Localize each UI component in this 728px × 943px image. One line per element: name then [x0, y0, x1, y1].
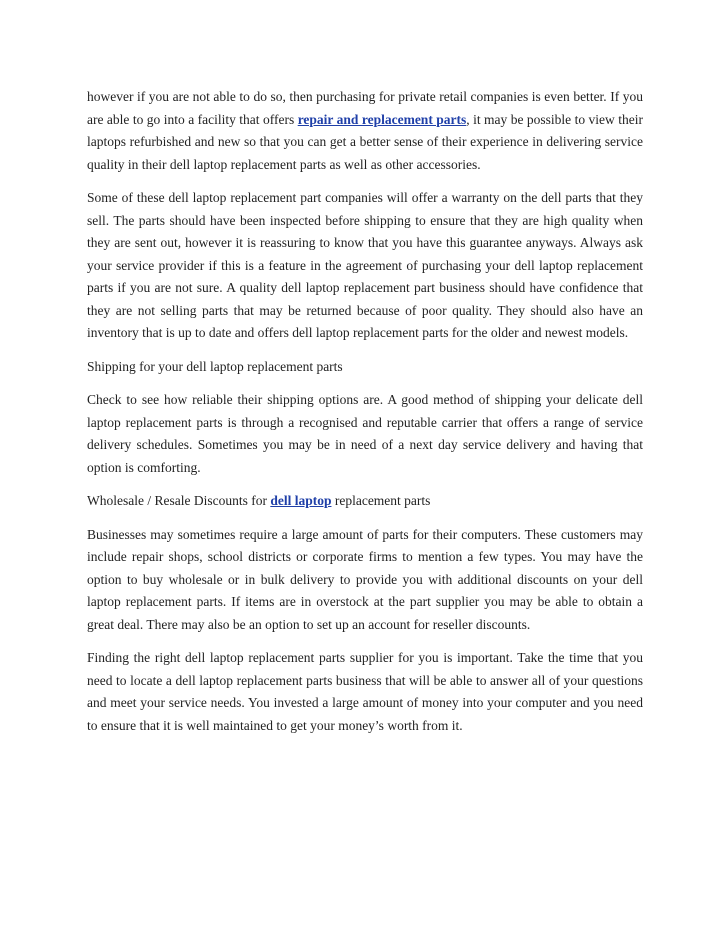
section-heading-shipping: Shipping for your dell laptop replacement parts: [87, 358, 343, 374]
paragraph-1-text-before: however if you are not able to do so, then purchasing for private retail companies is even better. If you are able to go into a facility that offers: [87, 89, 643, 127]
dell-laptop-link[interactable]: dell laptop: [270, 493, 332, 508]
heading-text-before: Wholesale / Resale Discounts for: [87, 493, 271, 508]
heading-text-after: replacement parts: [331, 493, 431, 508]
paragraph-1: [87, 86, 643, 176]
repair-and-replacement-parts-link[interactable]: repair and replacement parts: [297, 111, 467, 127]
section-heading-wholesale: [87, 490, 643, 513]
paragraph-4: Businesses may sometimes require a large amount of parts for their computers. These customers may include repair shops, school districts or corporate firms to mention a few types. You may have the option to buy wholesale or in bulk delivery to provide you with additional discounts on your dell laptop replacement parts. If items are in overstock at the part supplier you may be able to obtain a great deal. There may also be an option to set up an account for reseller discounts.: [87, 526, 643, 632]
paragraph-1-text-after: , it may be possible to view their laptops refurbished and new so that you can get a better sense of their experience in delivering service quality in their dell laptop replacement parts as well as other accessories.: [87, 111, 643, 172]
paragraph-2: Some of these dell laptop replacement part companies will offer a warranty on the dell parts that they sell. The parts should have been inspected before shipping to ensure that they are high quality when they are sent out, however it is reassuring to know that you have this guarantee anyways. Always ask your service provider if this is a feature in the agreement of purchasing your dell laptop replacement parts if you are not sure. A quality dell laptop replacement part business should have confidence that they are not selling parts that may be returned because of poor quality. They should also have an inventory that is up to date and offers dell laptop replacement parts for the older and newest models.: [87, 190, 643, 340]
paragraph-3: Check to see how reliable their shipping options are. A good method of shipping your delicate dell laptop replacement parts is through a recognised and reputable carrier that offers a range of service delivery schedules. Sometimes you may be in need of a next day service delivery and having that option is comforting.: [87, 392, 643, 475]
document-page: [87, 86, 643, 748]
paragraph-5: Finding the right dell laptop replacement parts supplier for you is important. Take the time that you need to locate a dell laptop replacement parts business that will be able to answer all of your questions and meet your service needs. You invested a large amount of money into your computer and you need to ensure that it is well maintained to get your money’s worth from it.: [87, 650, 643, 733]
